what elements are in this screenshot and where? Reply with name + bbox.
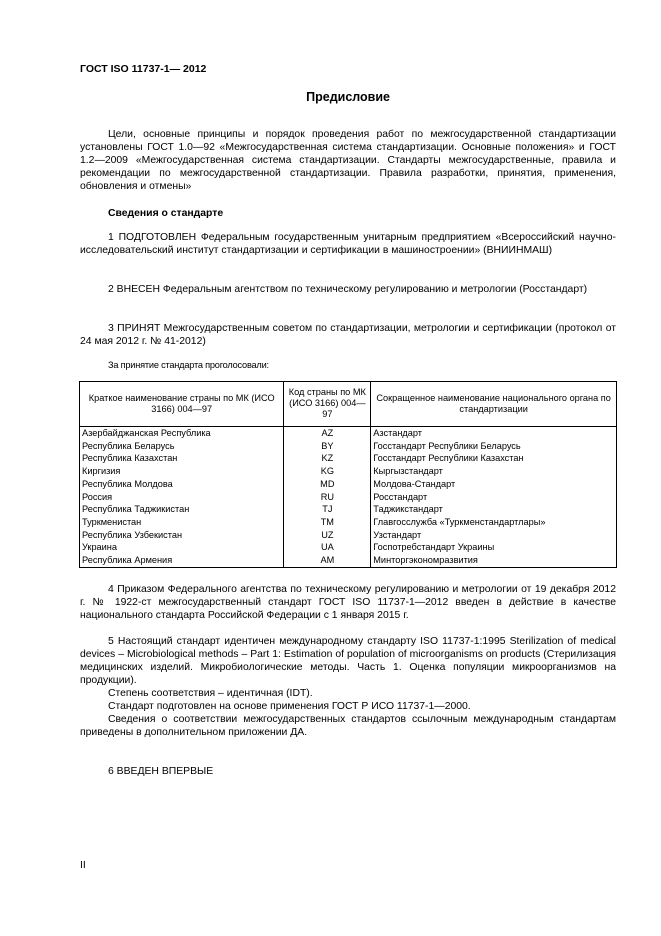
- code-cell: TM: [284, 516, 371, 529]
- country-cell: Киргизия: [80, 465, 284, 478]
- table-row: [80, 452, 617, 465]
- table-row: [80, 427, 617, 440]
- code-cell: KG: [284, 465, 371, 478]
- country-cell: Республика Беларусь: [80, 440, 284, 453]
- page-title-text: Предисловие: [306, 90, 390, 104]
- code-cell: UZ: [284, 529, 371, 542]
- code-cell: RU: [284, 491, 371, 504]
- table-row: [80, 478, 617, 491]
- table-row: [80, 516, 617, 529]
- section-title: Сведения о стандарте: [108, 208, 224, 219]
- code-cell: UA: [284, 541, 371, 554]
- country-cell: Республика Армения: [80, 554, 284, 567]
- item-2-submitted: 2 ВНЕСЕН Федеральным агентством по техническому регулированию и метрологии (Росстандарт): [108, 284, 588, 295]
- item-3-adopted: 3 ПРИНЯТ Межгосударственным советом по стандартизации, метрологии и сертификации (протокол от 24 мая 2012 г. № 41-2012): [80, 323, 616, 347]
- header-standards-body: Сокращенное наименование национального органа по стандартизации: [371, 382, 617, 427]
- vote-caption: За принятие стандарта проголосовали:: [108, 360, 269, 370]
- country-cell: Туркменистан: [80, 516, 284, 529]
- header-country: Краткое наименование страны по МК (ИСО 3166) 004—97: [80, 382, 284, 427]
- item-1-prepared: 1 ПОДГОТОВЛЕН Федеральным государственным унитарным предприятием «Всероссийский научно-исследовательский институт стандартизации и сертификации в машиностроении» (ВНИИНМАШ): [80, 232, 616, 256]
- country-cell: Республика Таджикистан: [80, 503, 284, 516]
- item-5-basis: Стандарт подготовлен на основе применения ГОСТ Р ИСО 11737-1—2000.: [108, 701, 471, 712]
- table-row: [80, 529, 617, 542]
- item-5-references: Сведения о соответствии межгосударственных стандартов ссылочным международным стандартам приведены в дополнительном приложении ДА.: [80, 714, 616, 738]
- country-cell: Азербайджанская Республика: [80, 427, 284, 440]
- body-cell: Узстандарт: [371, 529, 617, 542]
- body-cell: Госстандарт Республики Казахстан: [371, 452, 617, 465]
- item-6-introduced: 6 ВВЕДЕН ВПЕРВЫЕ: [108, 766, 214, 777]
- table-row: [80, 554, 617, 567]
- body-cell: Главгосслужба «Туркменстандартлары»: [371, 516, 617, 529]
- item-5-degree: Степень соответствия – идентичная (IDT).: [108, 688, 313, 699]
- code-cell: KZ: [284, 452, 371, 465]
- voting-countries-table: [79, 381, 617, 568]
- page-number: II: [80, 860, 86, 871]
- code-cell: AZ: [284, 427, 371, 440]
- country-cell: Украина: [80, 541, 284, 554]
- intro-paragraph: Цели, основные принципы и порядок проведения работ по межгосударственной стандартизации установлены ГОСТ 1.0—92 «Межгосударственная система стандартизации. Основные положения» и ГОСТ 1.2—2009 «Межгосударственная система стандартизации. Стандарты межгосударственные, правила и рекомендации по межгосударственной стандартизации. Правила разработки, принятия, применения, обновления и отмены»: [80, 129, 616, 192]
- table-row: [80, 491, 617, 504]
- country-cell: Россия: [80, 491, 284, 504]
- body-cell: Минторгэкономразвития: [371, 554, 617, 567]
- table-row: [80, 503, 617, 516]
- body-cell: Молдова-Стандарт: [371, 478, 617, 491]
- item-5-identical: 5 Настоящий стандарт идентичен международному стандарту ISO 11737-1:1995 Sterilization of medical devices – Microbiological methods – Part 1: Estimation of population of microorganisms on products (Стерилизация медицинских изделий. Микробиологические методы. Часть 1. Оценка популяции микроорганизмов на продукции).: [80, 636, 616, 686]
- code-cell: BY: [284, 440, 371, 453]
- table-header-row: [80, 382, 617, 427]
- body-cell: Таджикстандарт: [371, 503, 617, 516]
- body-cell: Госпотребстандарт Украины: [371, 541, 617, 554]
- body-cell: Росстандарт: [371, 491, 617, 504]
- code-cell: TJ: [284, 503, 371, 516]
- table-row: [80, 440, 617, 453]
- country-cell: Республика Казахстан: [80, 452, 284, 465]
- country-cell: Республика Узбекистан: [80, 529, 284, 542]
- item-4-order: 4 Приказом Федерального агентства по техническому регулированию и метрологии от 19 декабря 2012 г. № 1922-ст межгосударственный стандарт ГОСТ ISO 11737-1—2012 введен в действие в качестве национального стандарта Российской Федерации с 1 января 2015 г.: [80, 584, 616, 621]
- header-code: Код страны по МК (ИСО 3166) 004—97: [284, 382, 371, 427]
- page-title: [80, 90, 616, 104]
- country-cell: Республика Молдова: [80, 478, 284, 491]
- code-cell: MD: [284, 478, 371, 491]
- code-cell: AM: [284, 554, 371, 567]
- document-code: ГОСТ ISO 11737-1— 2012: [80, 63, 207, 75]
- body-cell: Госстандарт Республики Беларусь: [371, 440, 617, 453]
- table-row: [80, 465, 617, 478]
- body-cell: Азстандарт: [371, 427, 617, 440]
- table-row: [80, 541, 617, 554]
- body-cell: Кыргызстандарт: [371, 465, 617, 478]
